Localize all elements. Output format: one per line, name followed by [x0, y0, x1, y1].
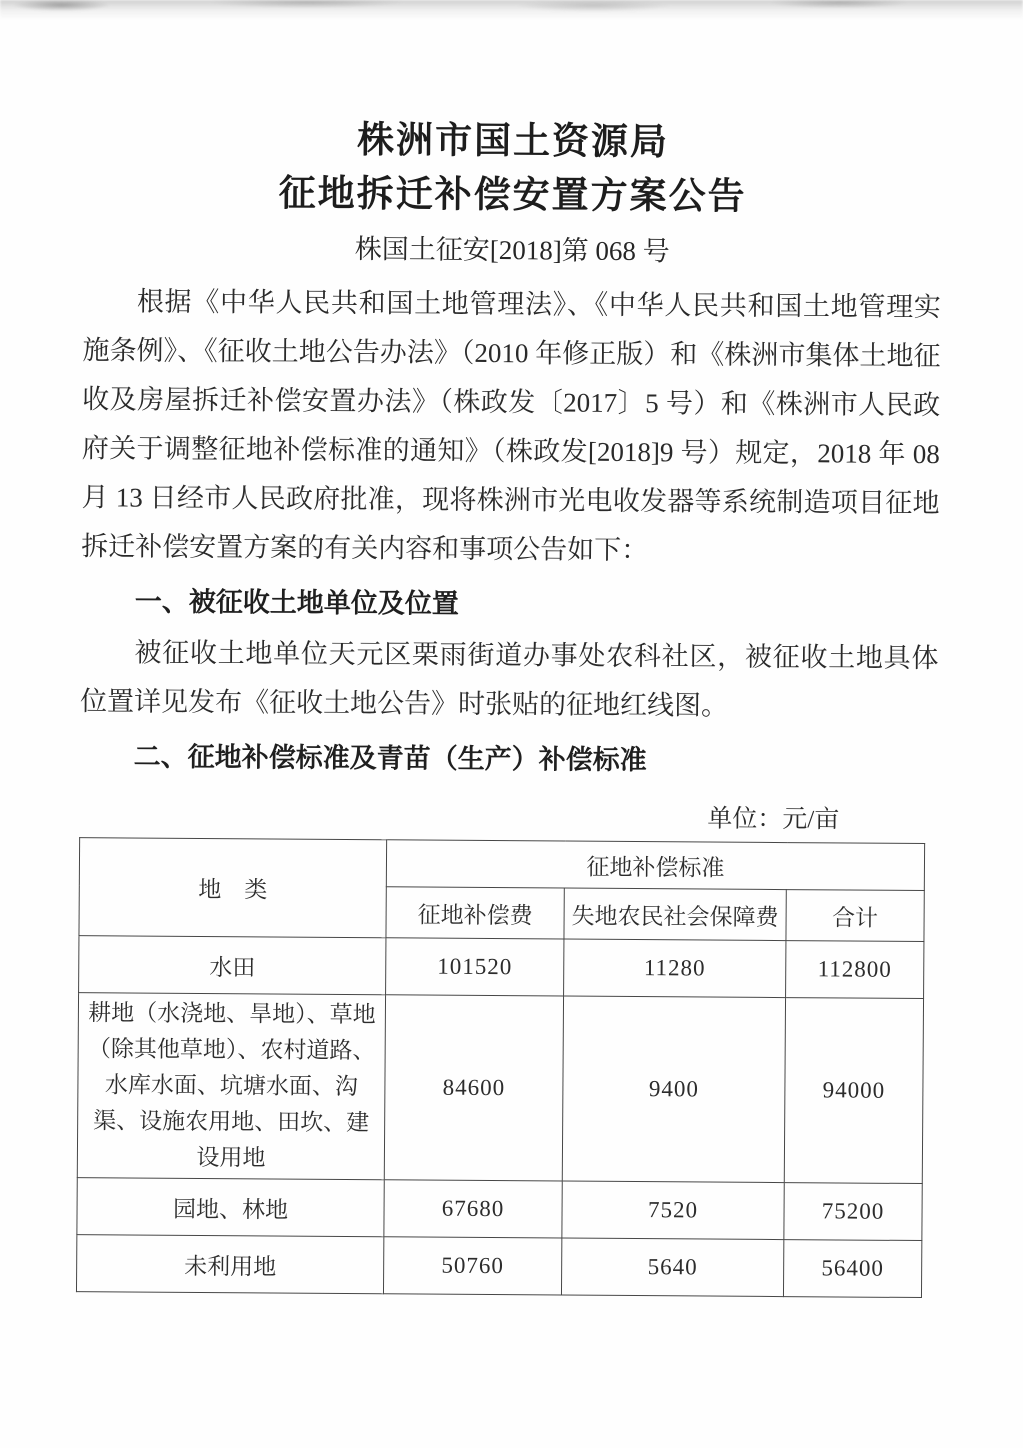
fee-value: 50760 — [383, 1237, 561, 1295]
fee-value: 101520 — [386, 938, 564, 996]
section-1-heading: 一、被征收土地单位及位置 — [134, 586, 459, 619]
compensation-standards-table — [76, 837, 925, 1298]
social-value: 7520 — [562, 1181, 784, 1240]
document-title-line2: 征地拆迁补偿安置方案公告 — [278, 172, 747, 217]
total-value: 75200 — [784, 1183, 922, 1241]
row-label: 水田 — [79, 936, 386, 995]
section-1-paragraph: 被征收土地单位天元区栗雨街道办事处农科社区，被征收土地具体位置详见发布《征收土地公告》时张贴的征地红线图。 — [79, 637, 939, 721]
intro-paragraph: 根据《中华人民共和国土地管理法》、《中华人民共和国土地管理实施条例》、《征收土地公告办法》（2010 年修正版）和《株洲市集体土地征收及房屋拆迁补偿安置办法》（株政发〔2017〕5 号）和《株洲市人民政府关于调整征地补偿标准的通知》（株政发[2018]9 号）规定，2018 年 08 月 13 日经市人民政府批准，现将株洲市光电收发器等系统制造项目征地拆迁补偿安置方案的有关内容和事项公告如下： — [81, 286, 941, 566]
table-unit-label: 单位：元/亩 — [707, 805, 840, 834]
table-row-unused-land — [76, 1235, 921, 1298]
total-value: 56400 — [783, 1240, 921, 1298]
social-value: 5640 — [561, 1238, 783, 1297]
table-row-garden-forest-land — [77, 1178, 922, 1241]
header-cell-land-fee: 征地补偿费 — [386, 887, 564, 939]
fee-value: 67680 — [384, 1180, 562, 1238]
table-header-row-1 — [79, 838, 924, 891]
table-row-paddy-field — [79, 936, 924, 999]
row-label: 未利用地 — [76, 1235, 383, 1294]
row-label: 园地、林地 — [77, 1178, 384, 1237]
social-value: 11280 — [564, 939, 786, 998]
table-row-cultivated-land — [77, 993, 923, 1184]
document-title-line1: 株洲市国土资源局 — [356, 119, 670, 163]
section-2-heading: 二、征地补偿标准及青苗（生产）补偿标准 — [133, 741, 647, 776]
header-cell-total: 合计 — [786, 890, 924, 942]
header-cell-land-type: 地 类 — [79, 838, 387, 938]
document-number: 株国土征安[2018]第 068 号 — [354, 234, 670, 267]
row-label: 耕地（水浇地、旱地）、草地（除其他草地）、农村道路、水库水面、坑塘水面、沟渠、设施农用地、田坎、建设用地 — [77, 993, 385, 1180]
header-cell-social-security-fee: 失地农民社会保障费 — [564, 888, 786, 941]
total-value: 112800 — [786, 941, 924, 999]
total-value: 94000 — [784, 998, 923, 1184]
header-cell-compensation-group: 征地补偿标准 — [386, 840, 924, 891]
social-value: 9400 — [562, 996, 785, 1183]
fee-value: 84600 — [384, 995, 563, 1181]
